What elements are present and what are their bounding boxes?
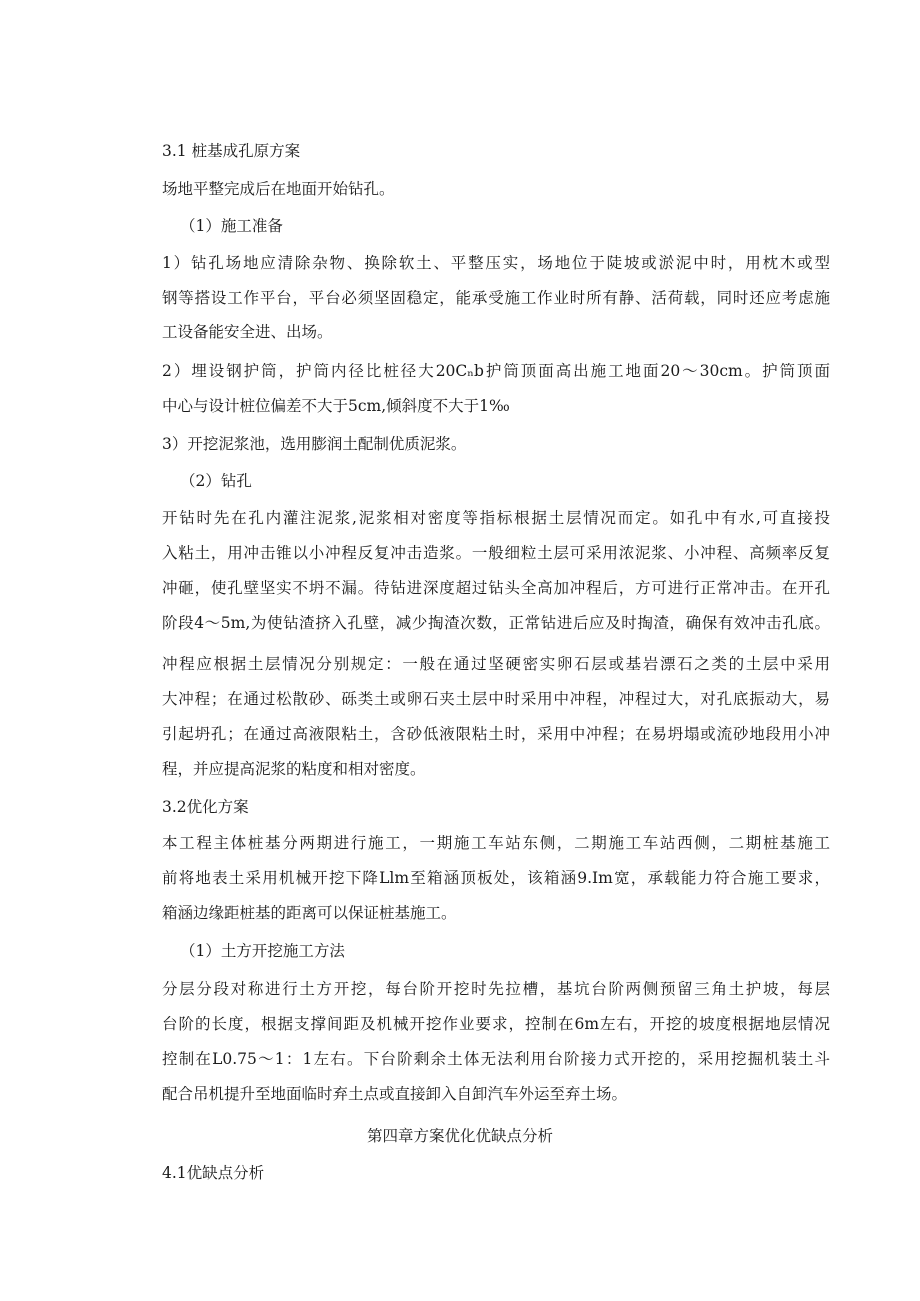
subsection-earthwork-method: （1）土方开挖施工方法 bbox=[180, 942, 345, 960]
subsection-drilling: （2）钻孔 bbox=[180, 472, 252, 490]
chapter-4-title: 第四章方案优化优缺点分析 bbox=[366, 1127, 553, 1145]
section-3-2-heading: 3.2优化方案 bbox=[162, 798, 249, 816]
subsection-construction-prep: （1）施工准备 bbox=[180, 217, 283, 235]
drilling-para-1-line-3: 冲砸，使孔壁坚实不坍不漏。待钻进深度超过钻头全高加冲程后，方可进行正常冲击。在开孔 bbox=[162, 579, 830, 597]
earthwork-para-line-3: 控制在L0.75～1：1左右。下台阶剩余土体无法利用台阶接力式开挖的，采用挖掘机装土斗 bbox=[162, 1050, 830, 1068]
drilling-para-2-line-1: 冲程应根据土层情况分别规定：一般在通过坚硬密实卵石层或基岩漂石之类的土层中采用 bbox=[162, 655, 830, 673]
prep-para-1-line-1: 1）钻孔场地应清除杂物、换除软土、平整压实，场地位于陡坡或淤泥中时，用枕木或型 bbox=[162, 254, 830, 272]
drilling-para-1-line-1: 开钻时先在孔内灌注泥浆,泥浆相对密度等指标根据土层情况而定。如孔中有水,可直接投 bbox=[162, 509, 830, 527]
drilling-para-2-line-3: 引起坍孔；在通过高液限粘土，含砂低液限粘土时，采用中冲程；在易坍塌或流砂地段用小冲 bbox=[162, 725, 830, 743]
prep-para-2-line-2: 中心与设计桩位偏差不大于5cm,倾斜度不大于1‰ bbox=[162, 397, 510, 415]
section-4-1-heading: 4.1优缺点分析 bbox=[162, 1164, 265, 1182]
drilling-para-1-line-2: 入粘土，用冲击锥以小冲程反复冲击造浆。一般细粒土层可采用浓泥浆、小冲程、高频率反复 bbox=[162, 544, 830, 562]
optimization-para-1-line-1: 本工程主体桩基分两期进行施工，一期施工车站东侧，二期施工车站西侧，二期桩基施工 bbox=[162, 834, 830, 852]
earthwork-para-line-2: 台阶的长度，根据支撑间距及机械开挖作业要求，控制在6m左右，开挖的坡度根据地层情况 bbox=[162, 1015, 830, 1033]
drilling-para-2-line-2: 大冲程；在通过松散砂、砾类土或卵石夹土层中时采用中冲程，冲程过大，对孔底振动大，易 bbox=[162, 690, 830, 708]
section-3-1-intro: 场地平整完成后在地面开始钻孔。 bbox=[162, 180, 395, 198]
section-3-1-heading: 3.1 桩基成孔原方案 bbox=[162, 142, 301, 160]
optimization-para-1-line-2: 前将地表土采用机械开挖下降Llm至箱涵顶板处，该箱涵9.Im宽，承载能力符合施工要求， bbox=[162, 869, 830, 887]
prep-para-1-line-3: 工设备能安全进、出场。 bbox=[162, 323, 333, 341]
earthwork-para-line-1: 分层分段对称进行土方开挖，每台阶开挖时先拉槽，基坑台阶两侧预留三角土护坡，每层 bbox=[162, 980, 830, 998]
prep-para-2-line-1: 2）埋设钢护筒，护筒内径比桩径大20Cₙb护筒顶面高出施工地面20～30cm。护筒顶面 bbox=[162, 362, 830, 380]
prep-para-3: 3）开挖泥浆池，选用膨润土配制优质泥浆。 bbox=[162, 435, 467, 453]
earthwork-para-line-4: 配合吊机提升至地面临时弃土点或直接卸入自卸汽车外运至弃土场。 bbox=[162, 1085, 628, 1103]
optimization-para-1-line-3: 箱涵边缘距桩基的距离可以保证桩基施工。 bbox=[162, 904, 457, 922]
drilling-para-2-line-4: 程，并应提高泥浆的粘度和相对密度。 bbox=[162, 760, 426, 778]
prep-para-1-line-2: 钢等搭设工作平台，平台必须坚固稳定，能承受施工作业时所有静、活荷载，同时还应考虑施 bbox=[162, 289, 830, 307]
drilling-para-1-line-4: 阶段4～5m,为使钻渣挤入孔壁，减少掏渣次数，正常钻进后应及时掏渣，确保有效冲击孔底。 bbox=[162, 614, 830, 632]
